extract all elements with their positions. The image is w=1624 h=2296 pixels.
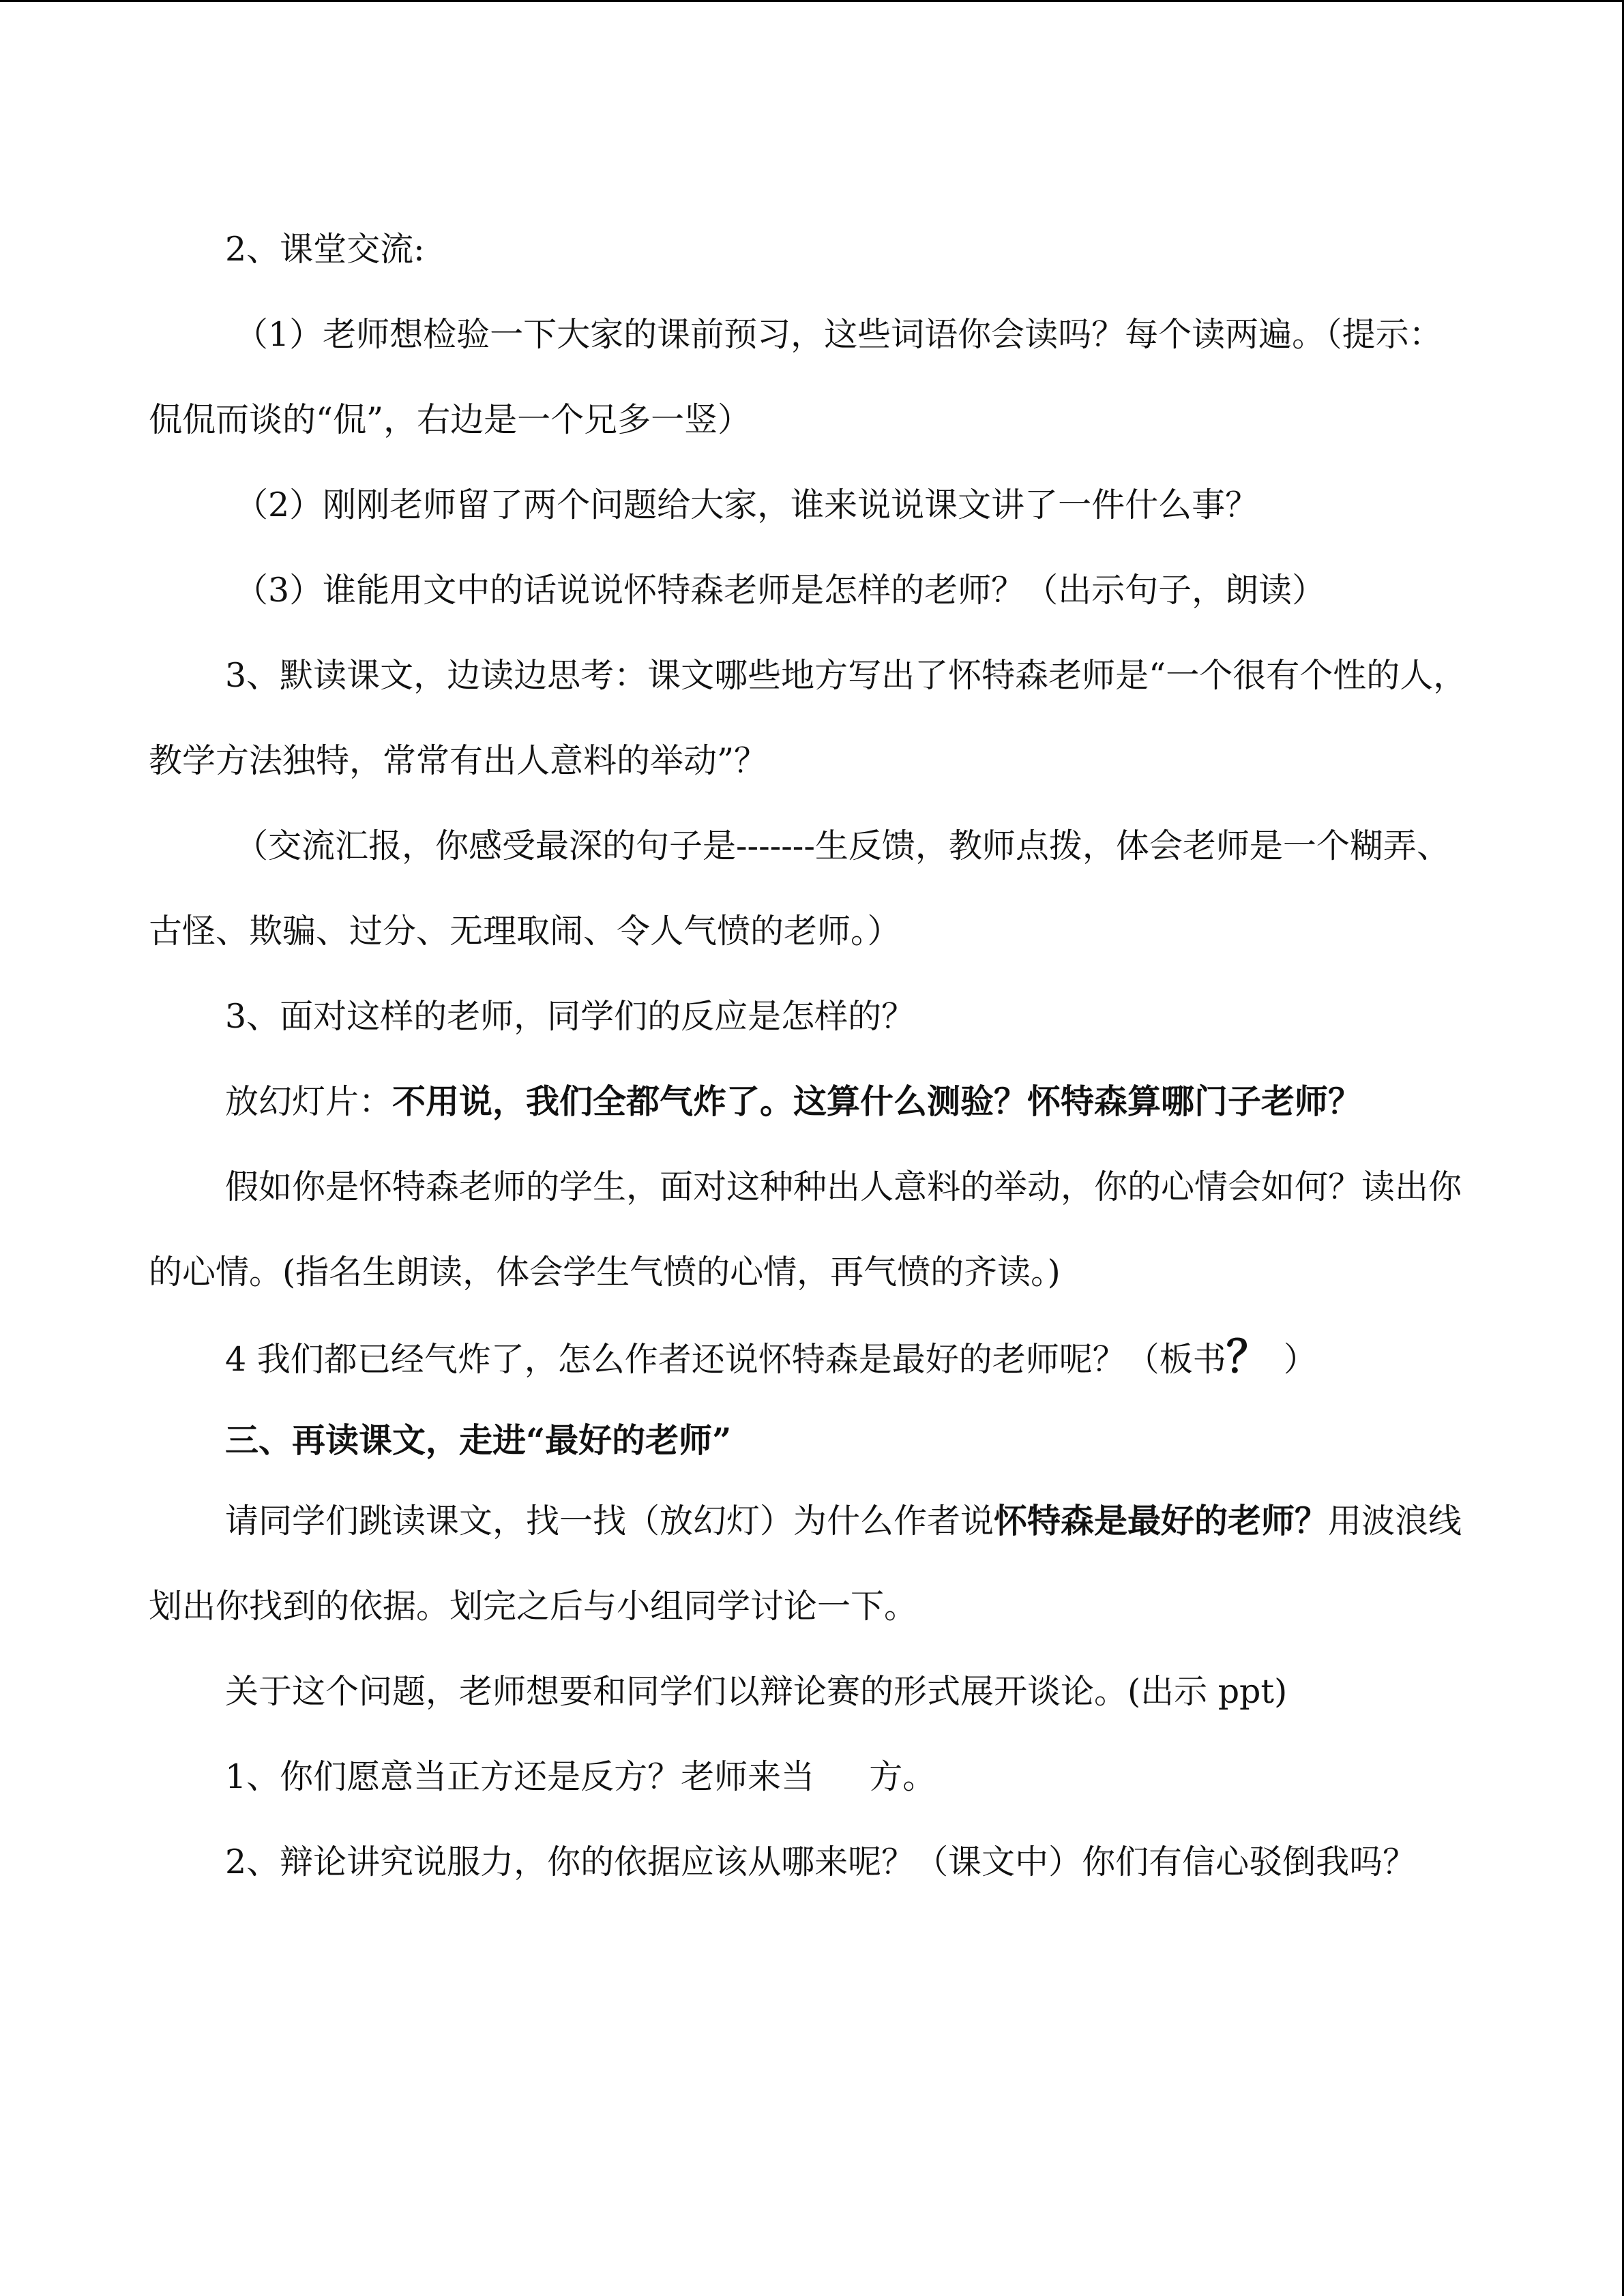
document-body — [149, 207, 1468, 1905]
question-close: ） — [1283, 1340, 1317, 1379]
board-question-mark: ？ — [1226, 1332, 1270, 1383]
paragraph-best-teacher-question — [149, 1315, 1468, 1402]
paragraph-skim-reading — [149, 1478, 1468, 1649]
paragraph-debate-evidence: 2、辩论讲究说服力，你的依据应该从哪来呢？（课文中）你们有信心驳倒我吗？ — [225, 1843, 1417, 1881]
paragraph-debate-intro: 关于这个问题，老师想要和同学们以辩论赛的形式展开谈论。(出示 ppt) — [225, 1672, 1288, 1711]
slide-label: 放幻灯片： — [225, 1082, 393, 1121]
paragraph-question-teacher: （3）谁能用文中的话说说怀特森老师是怎样的老师？（出示句子，朗读） — [235, 571, 1326, 610]
paragraph-slide-quote — [149, 1059, 1468, 1144]
skim-intro: 请同学们跳读课文，找一找（放幻灯）为什么作者说 — [225, 1502, 994, 1540]
paragraph-feedback: （交流汇报，你感受最深的句子是-------生反馈，教师点拨，体会老师是一个糊弄、古怪、欺骗、过分、无理取闹、令人气愤的老师。） — [149, 826, 1450, 951]
skim-bold-phrase: 怀特森是最好的老师？ — [994, 1501, 1329, 1540]
paragraph-imagine-student: 假如你是怀特森老师的学生，面对这种种出人意料的举动，你的心情会如何？读出你的心情。(指名生朗读，体会学生气愤的心情，再气愤的齐读。) — [149, 1167, 1462, 1292]
question-text: 4 我们都已经气炸了，怎么作者还说怀特森是最好的老师呢？（板书 — [225, 1340, 1226, 1379]
paragraph-students-reaction: 3、面对这样的老师，同学们的反应是怎样的？ — [225, 997, 915, 1036]
paragraph-debate-side — [149, 1734, 1468, 1819]
paragraph-silent-reading: 3、默读课文，边读边思考：课文哪些地方写出了怀特森老师是“一个很有个性的人，教学方法独特，常常有出人意料的举动”？ — [149, 656, 1467, 780]
paragraph-question-story: （2）刚刚老师留了两个问题给大家，谁来说说课文讲了一件什么事？ — [235, 486, 1259, 524]
paragraph-preview-words: （1）老师想检验一下大家的课前预习，这些词语你会读吗？每个读两遍。（提示：侃侃而谈的“侃”，右边是一个兄多一竖） — [149, 315, 1443, 439]
skim-instruction: 用波浪线划出你找到的依据。划完之后与小组同学讨论一下。 — [149, 1502, 1462, 1626]
debate-side-text: 1、你们愿意当正方还是反方？老师来当 — [225, 1757, 815, 1796]
debate-side-end: 方。 — [869, 1757, 936, 1796]
slide-quote-text: 不用说，我们全都气炸了。这算什么测验？怀特森算哪门子老师？ — [392, 1082, 1362, 1121]
paragraph-classroom-exchange-heading: 2、课堂交流: — [225, 230, 425, 269]
section-heading-reread: 三、再读课文，走进“最好的老师” — [225, 1420, 732, 1460]
